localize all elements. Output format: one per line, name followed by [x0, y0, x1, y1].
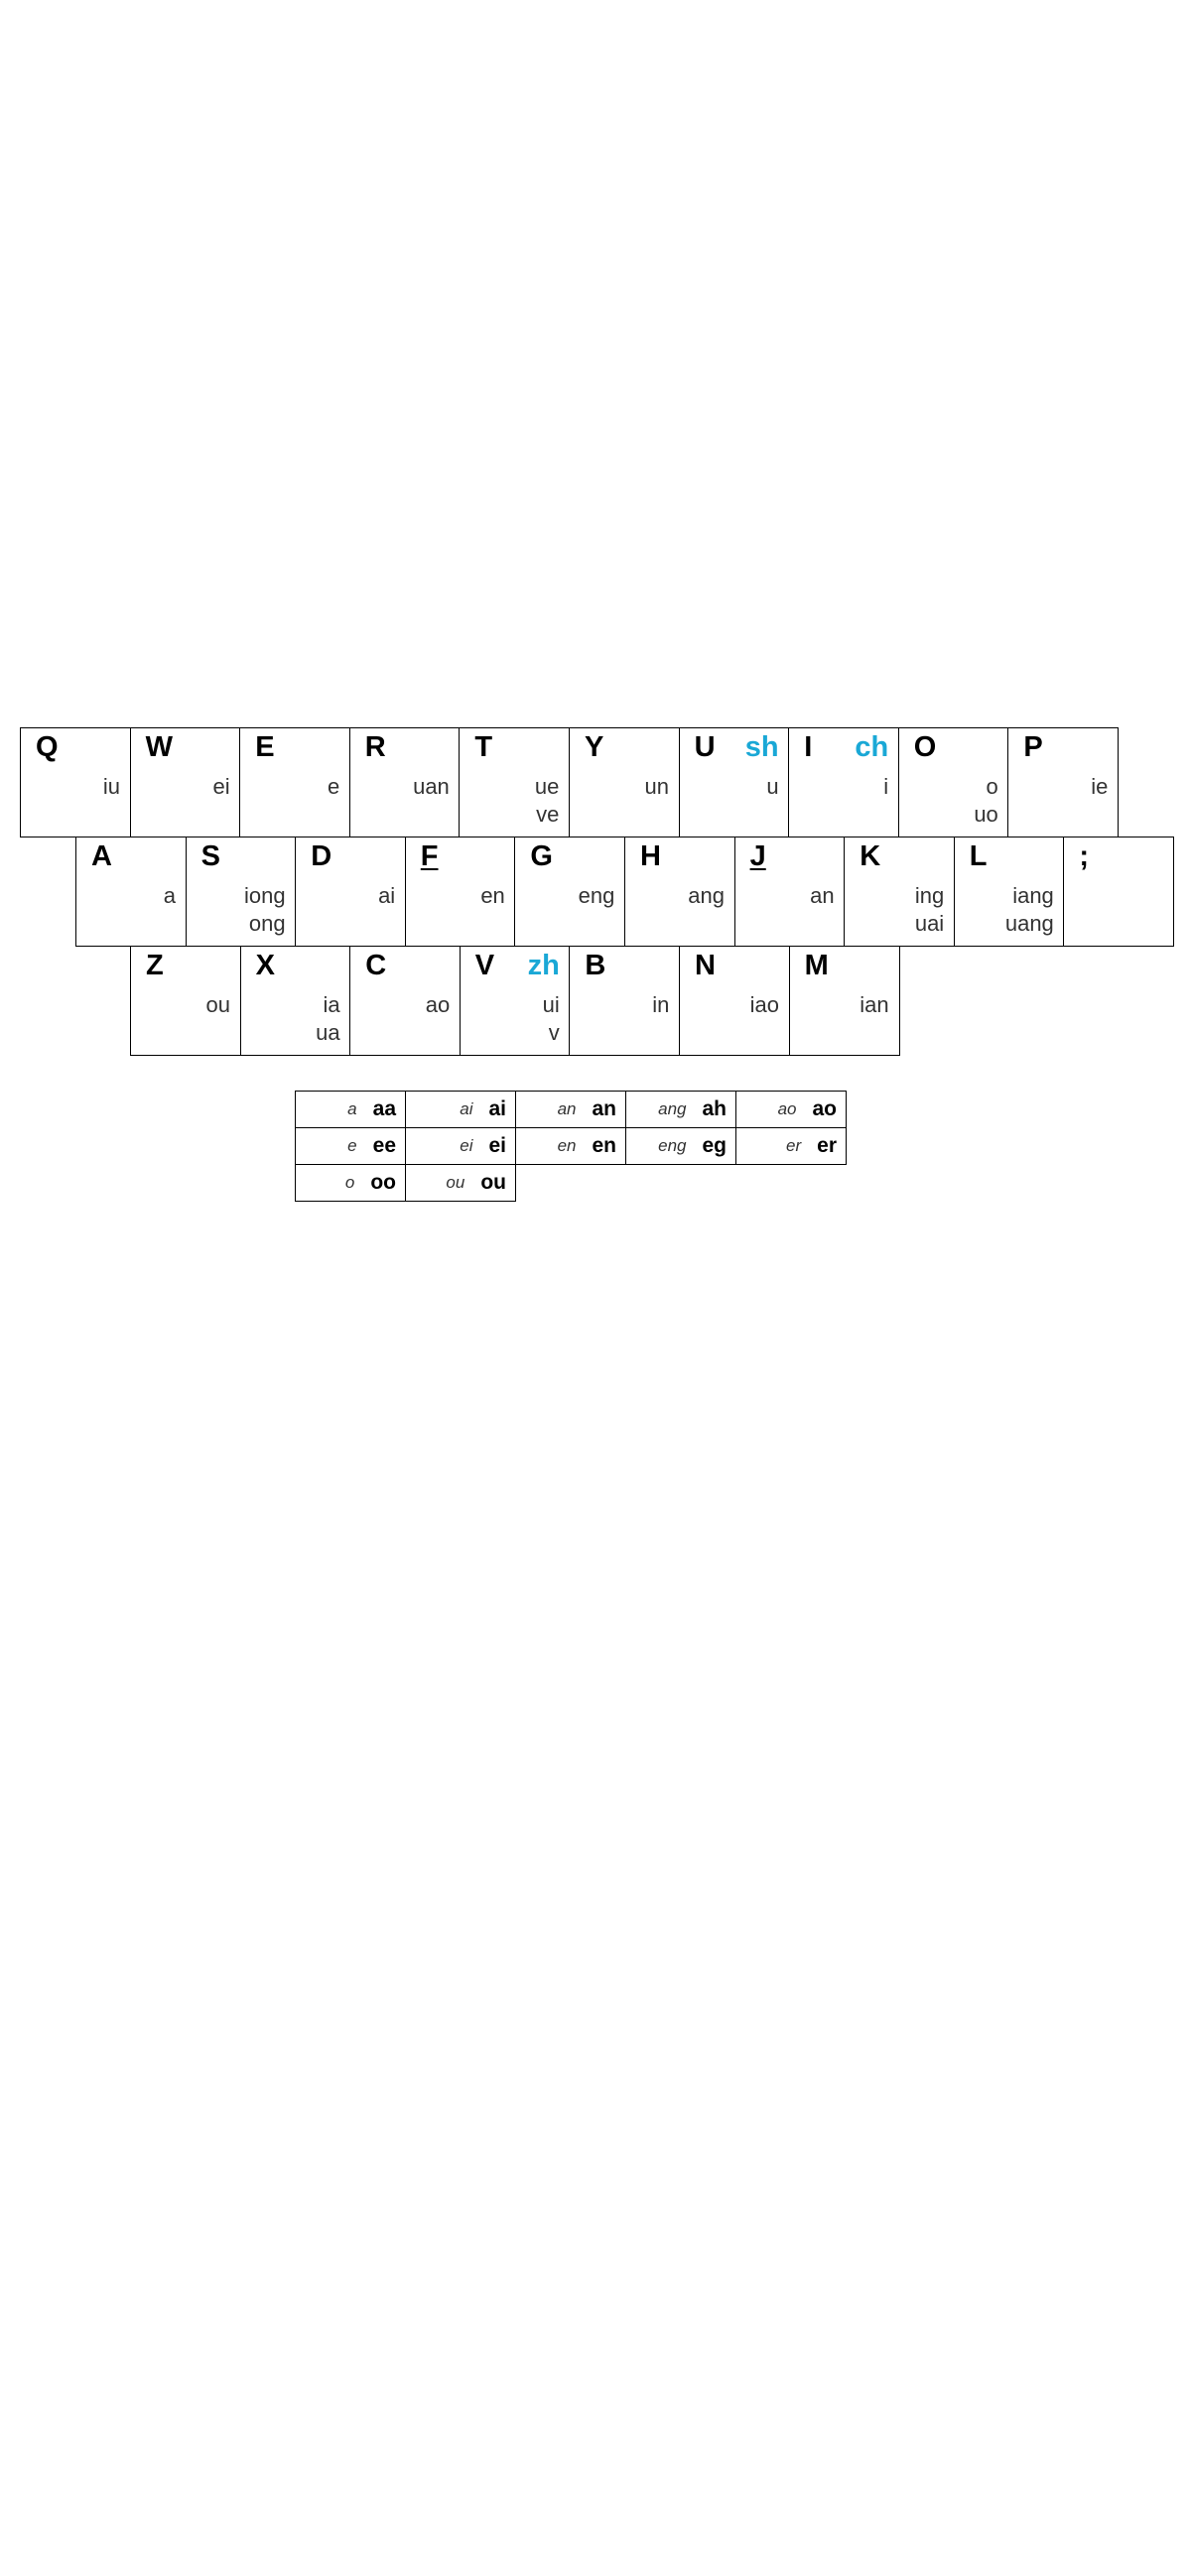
key-final: i: [883, 774, 889, 799]
key-letter: U: [694, 731, 716, 763]
key-final: v: [548, 1020, 560, 1045]
key-finals: [915, 882, 944, 938]
key-letter: Q: [36, 731, 59, 763]
key-q: [20, 727, 131, 837]
syllable-code: ah: [702, 1097, 727, 1120]
key-finals: [316, 991, 339, 1047]
key-final: uan: [413, 774, 450, 799]
syllable-label: a: [347, 1099, 357, 1118]
key-final: ue: [534, 774, 560, 799]
key-j: [734, 837, 846, 947]
empty-cell: [626, 1165, 736, 1202]
key-f: [405, 837, 516, 947]
syllable-cell: [406, 1165, 516, 1202]
key-final: un: [644, 774, 669, 799]
key-letter: ;: [1079, 840, 1090, 872]
key-s: [186, 837, 297, 947]
syllable-code: aa: [372, 1097, 396, 1120]
key-letter: W: [145, 731, 173, 763]
key-letter: Z: [146, 950, 164, 981]
syllable-label: ou: [446, 1173, 465, 1192]
key-final: an: [810, 883, 835, 908]
key-letter: O: [913, 731, 937, 763]
syllable-cell: [626, 1128, 736, 1165]
syllable-code: en: [592, 1134, 616, 1157]
syllable-cell: [516, 1092, 626, 1128]
syllable-cell: [406, 1128, 516, 1165]
key-i: [788, 727, 899, 837]
syllable-cell: [296, 1092, 406, 1128]
syllable-label: an: [557, 1099, 577, 1118]
key-final: ie: [1091, 774, 1109, 799]
key-r: [349, 727, 461, 837]
key-v: [460, 946, 571, 1056]
key-l: [954, 837, 1065, 947]
table-row: [296, 1092, 847, 1128]
syllable-code: er: [817, 1134, 837, 1157]
key-g: [514, 837, 625, 947]
table-row: [296, 1165, 847, 1202]
syllable-code: ou: [480, 1171, 506, 1194]
key-final: u: [766, 774, 779, 799]
key-letter: V: [474, 950, 495, 981]
key-initial: zh: [527, 950, 560, 981]
key-final: iong: [244, 883, 286, 908]
key-p: [1007, 727, 1119, 837]
syllable-cell: [516, 1128, 626, 1165]
key-letter: X: [255, 950, 275, 981]
key-letter: C: [365, 950, 387, 981]
shuangpin-keyboard-layout: [0, 0, 1191, 1092]
key-finals: [426, 991, 450, 1019]
key-finals: [1091, 773, 1108, 801]
syllable-cell: [736, 1092, 847, 1128]
key-letter: Y: [585, 731, 604, 763]
syllable-code: an: [592, 1097, 616, 1120]
key-final: iang: [1012, 883, 1054, 908]
syllable-label: eng: [658, 1136, 687, 1155]
key-final: ang: [688, 883, 725, 908]
key-final: en: [480, 883, 505, 908]
key-letter: D: [311, 840, 332, 872]
key-finals: [860, 991, 888, 1019]
key-u: [679, 727, 790, 837]
key-letter: L: [969, 840, 988, 872]
key-final: ian: [860, 992, 889, 1017]
key-letter: P: [1023, 731, 1043, 763]
key-y: [569, 727, 680, 837]
key-semicolon: [1063, 837, 1174, 947]
syllable-code: ai: [488, 1097, 506, 1120]
key-n: [679, 946, 790, 1056]
key-final: eng: [578, 883, 615, 908]
key-letter: E: [255, 731, 275, 763]
key-finals: [579, 882, 615, 910]
key-final: ao: [425, 992, 451, 1017]
syllable-label: o: [344, 1173, 355, 1192]
syllable-label: e: [347, 1136, 357, 1155]
key-final: ai: [378, 883, 396, 908]
key-final: a: [163, 883, 176, 908]
key-initial: sh: [744, 731, 779, 763]
key-finals: [645, 773, 669, 801]
key-z: [130, 946, 241, 1056]
key-e: [239, 727, 350, 837]
syllable-code: ao: [812, 1097, 837, 1120]
key-x: [240, 946, 351, 1056]
key-letter: H: [640, 840, 661, 872]
key-finals: [480, 882, 504, 910]
key-final: iao: [749, 992, 779, 1017]
key-letter: N: [695, 950, 716, 981]
key-finals: [535, 773, 559, 829]
key-finals: [103, 773, 120, 801]
syllable-code: ei: [488, 1134, 506, 1157]
key-finals: [543, 991, 560, 1047]
key-m: [789, 946, 900, 1056]
key-letter: B: [585, 950, 606, 981]
key-finals: [244, 882, 286, 938]
syllable-code: eg: [702, 1134, 727, 1157]
key-letter: K: [860, 840, 881, 872]
empty-cell: [736, 1165, 847, 1202]
syllable-label: er: [786, 1136, 802, 1155]
syllable-label: ei: [460, 1136, 473, 1155]
key-letter: M: [804, 950, 829, 981]
syllable-cell: [406, 1092, 516, 1128]
key-finals: [164, 882, 176, 910]
key-final: ua: [316, 1020, 340, 1045]
key-d: [295, 837, 406, 947]
key-finals: [883, 773, 888, 801]
key-letter: S: [200, 840, 220, 872]
key-final: ia: [323, 992, 340, 1017]
key-finals: [810, 882, 834, 910]
key-finals: [652, 991, 669, 1019]
key-finals: [328, 773, 339, 801]
key-finals: [1005, 882, 1054, 938]
key-finals: [766, 773, 778, 801]
key-final: ui: [542, 992, 560, 1017]
syllable-cell: [296, 1128, 406, 1165]
key-final: ong: [248, 911, 286, 936]
key-finals: [750, 991, 779, 1019]
key-finals: [212, 773, 229, 801]
zero-initial-syllable-table: [295, 1091, 847, 1202]
empty-cell: [516, 1165, 626, 1202]
syllable-label: ai: [460, 1099, 473, 1118]
key-final: iu: [102, 774, 120, 799]
key-h: [624, 837, 735, 947]
key-final: ve: [536, 802, 560, 827]
key-letter: T: [474, 731, 493, 763]
syllable-cell: [626, 1092, 736, 1128]
key-final: o: [986, 774, 998, 799]
key-b: [569, 946, 680, 1056]
key-o: [898, 727, 1009, 837]
key-letter: G: [530, 840, 553, 872]
key-final: ei: [212, 774, 230, 799]
key-final: ing: [914, 883, 945, 908]
key-letter: A: [91, 840, 112, 872]
syllable-label: en: [557, 1136, 577, 1155]
key-final: in: [652, 992, 670, 1017]
key-letter: F: [420, 840, 439, 872]
syllable-code: oo: [370, 1171, 396, 1194]
key-final: ou: [205, 992, 230, 1017]
key-finals: [688, 882, 725, 910]
key-finals: [378, 882, 395, 910]
key-final: e: [327, 774, 340, 799]
syllable-label: ao: [777, 1099, 797, 1118]
syllable-cell: [296, 1165, 406, 1202]
key-t: [459, 727, 570, 837]
key-c: [349, 946, 461, 1056]
key-initial: ch: [855, 731, 889, 763]
key-final: uang: [1004, 911, 1054, 936]
syllable-cell: [736, 1128, 847, 1165]
key-finals: [206, 991, 230, 1019]
key-letter: R: [364, 731, 386, 763]
syllable-label: ang: [658, 1099, 687, 1118]
key-finals: [974, 773, 997, 829]
key-k: [844, 837, 955, 947]
key-finals: [413, 773, 450, 801]
key-a: [75, 837, 187, 947]
key-letter: J: [749, 840, 766, 872]
key-final: uai: [914, 911, 945, 936]
syllable-code: ee: [372, 1134, 396, 1157]
key-letter: I: [804, 731, 813, 763]
table-row: [296, 1128, 847, 1165]
key-w: [130, 727, 241, 837]
key-final: uo: [974, 802, 998, 827]
